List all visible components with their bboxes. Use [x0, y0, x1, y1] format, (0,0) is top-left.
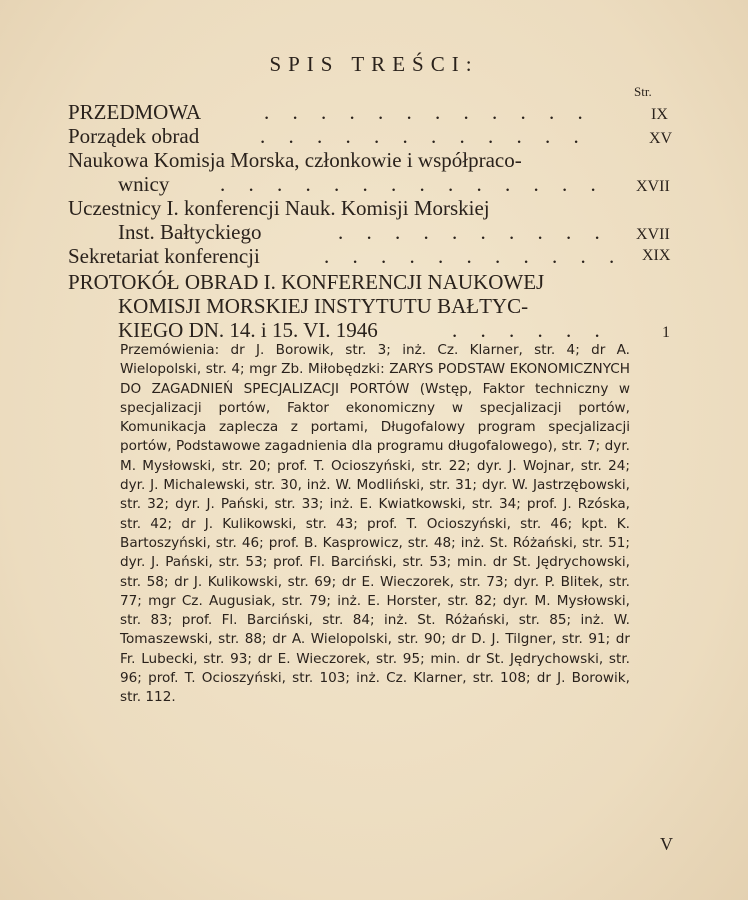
toc-entry-participants[interactable]	[68, 196, 676, 244]
page-number: V	[660, 834, 673, 854]
toc-entry-commission-members[interactable]	[68, 148, 676, 196]
toc-entry-page: XVII	[636, 178, 670, 195]
toc-entry-title-line: KOMISJI MORSKIEJ INSTYTUTU BAŁTYC-	[118, 294, 529, 318]
toc-entry-page: XVII	[636, 226, 670, 243]
toc-leader-dots: . . . . . . . . . . .	[324, 244, 624, 268]
proceedings-details	[120, 341, 630, 708]
toc-entry-page: 1	[662, 324, 670, 341]
page-column-label: Str.	[634, 84, 652, 99]
toc-entry-title: Porządek obrad	[68, 124, 200, 148]
toc-entry-page: XIX	[642, 247, 671, 264]
toc-entry-title: PRZEDMOWA	[68, 100, 202, 124]
toc-entry-page: XV	[649, 130, 673, 147]
toc-entry-title-line: Uczestnicy I. konferencji Nauk. Komisji Morskiej	[68, 196, 490, 220]
toc-leader-dots: . . . . . . . . . . . . . .	[220, 172, 605, 196]
toc-entry-secretariat[interactable]	[68, 244, 676, 268]
toc-leader-dots: . . . . . . . . . . . .	[264, 100, 592, 124]
toc-entry-preface[interactable]	[68, 100, 676, 124]
toc-entry-page: IX	[651, 106, 668, 123]
proceedings-details-text: Przemówienia: dr J. Borowik, str. 3; inż. Cz. Klarner, str. 4; dr A. Wielopolski, str. 4; mgr Zb. Miłobędzki: ZARYS PODSTAW EKONOMICZNYCH DO ZAGADNIEŃ SPECJALIZACJI PORTÓW (Wstęp, Faktor techniczny w specjalizacji portów, Faktor ekonomiczny w specjalizacji portów, Komunikacja zaplecza z portami, Długofalowy program specjalizacji portów, Podstawowe zagadnienia dla programu długofalowego), str. 7; dyr. M. Mysłowski, str. 20; prof. T. Ocioszyński, str. 22; dyr. J. Wojnar, str. 24; dyr. J. Michalewski, str. 30, inż. W. Modliński, str. 31; dyr. W. Jastrzębowski, str. 32; dyr. J. Pański, str. 33; inż. E. Kwiatkowski, str. 34; prof. J. Rzóska, str. 42; dr J. Kulikowski, str. 43; prof. T. Ocioszyński, str. 46; kpt. K. Bartoszyński, str. 46; prof. B. Kasprowicz, str. 48; inż. St. Różański, str. 51; dyr. J. Pański, str. 53; prof. Fl. Barciński, str. 53; min. dr St. Jędrychowski, str. 58; dr J. Kulikowski, str. 69; dr E. Wieczorek, str. 73; dyr. P. Blitek, str. 77; mgr Cz. Augusiak, str. 79; inż. E. Horster, str. 82; dyr. M. Mysłowski, str. 83; prof. Fl. Barciński, str. 84; inż. St. Różański, str. 85; inż. W. Tomaszewski, str. 88; dr A. Wielopolski, str. 90; dr D. J. Tilgner, str. 91; dr Fr. Lubecki, str. 93; dr E. Wieczorek, str. 95; min. dr St. Jędrychowski, str. 96; prof. T. Ocioszyński, str. 103; inż. Cz. Klarner, str. 108; dr J. Borowik, str. 112.	[120, 342, 630, 706]
toc-entry-title-line: wnicy	[118, 172, 170, 196]
page-title: SPIS TREŚCI:	[269, 52, 479, 76]
toc-entry-title-line: Naukowa Komisja Morska, członkowie i współpraco-	[68, 148, 522, 172]
toc-entry-title-line: KIEGO DN. 14. i 15. VI. 1946	[118, 318, 378, 342]
toc-entry-proceedings[interactable]	[68, 270, 676, 342]
toc-entry-title-line: PROTOKÓŁ OBRAD I. KONFERENCJI NAUKOWEJ	[68, 270, 545, 294]
toc-leader-dots: . . . . . .	[452, 318, 609, 342]
toc-entry-agenda[interactable]	[68, 124, 676, 148]
toc-leader-dots: . . . . . . . . . .	[338, 220, 609, 244]
toc-entry-title: Sekretariat konferencji	[68, 244, 260, 268]
toc-leader-dots: . . . . . . . . . . . .	[260, 124, 588, 148]
toc-entry-title-line: Inst. Bałtyckiego	[118, 220, 262, 244]
